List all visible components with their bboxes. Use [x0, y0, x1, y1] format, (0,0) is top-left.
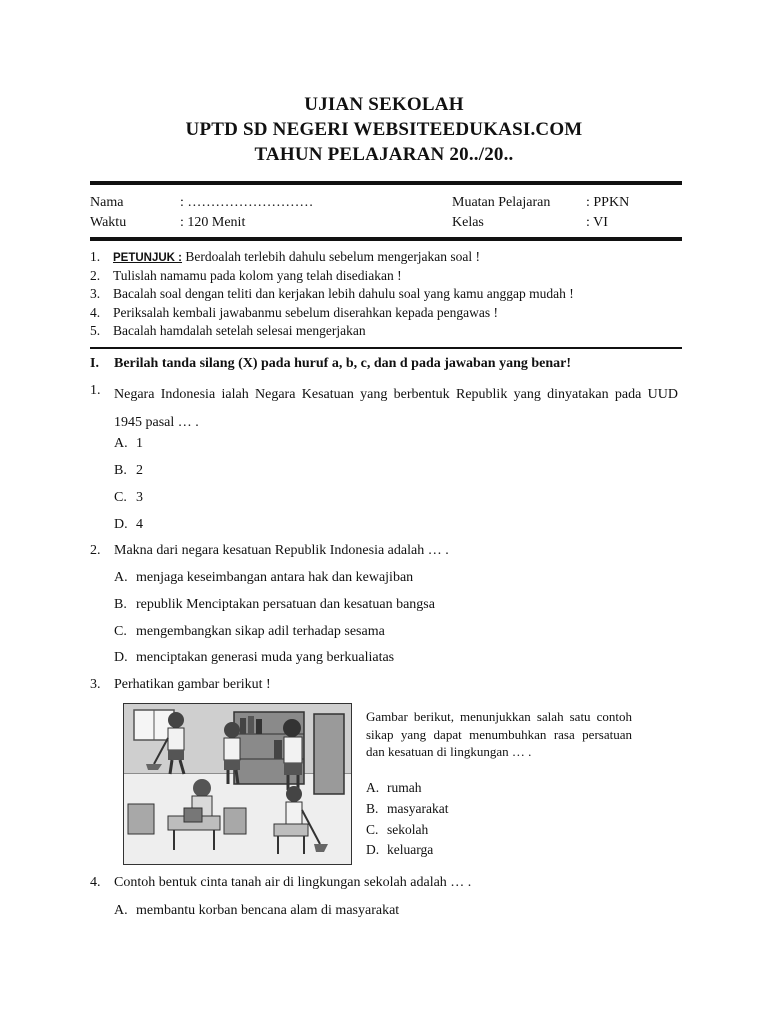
exam-title: UJIAN SEKOLAH: [304, 94, 464, 115]
school-name: UPTD SD NEGERI WEBSITEEDUKASI.COM: [185, 119, 583, 140]
question-text: Perhatikan gambar berikut !: [114, 677, 271, 692]
header-top-rule: [90, 181, 682, 185]
instruction-item: 1. PETUNJUK : Berdoalah terlebih dahulu sebelum mengerjakan soal !: [90, 249, 481, 264]
info-bottom-rule: [90, 237, 682, 241]
muatan-label: Muatan Pelajaran: [452, 195, 551, 210]
question-text: Makna dari negara kesatuan Republik Indonesia adalah … .: [114, 543, 449, 558]
question-text: Negara Indonesia ialah Negara Kesatuan yang berbentuk Republik yang dinyatakan pada UUD 1945 pasal … .: [114, 387, 678, 430]
school-year: TAHUN PELAJARAN 20../20..: [254, 144, 514, 165]
nama-label: Nama: [90, 195, 124, 210]
nama-value: : ………………………: [180, 195, 314, 210]
question-text: Contoh bentuk cinta tanah air di lingkungan sekolah adalah … .: [114, 875, 472, 890]
exam-header: [0, 92, 768, 167]
waktu-label: Waktu: [90, 215, 127, 230]
instruction-item: 3. Bacalah soal dengan teliti dan kerjakan lebih dahulu soal yang kamu anggap mudah !: [90, 286, 574, 301]
classroom-cleaning-illustration: [123, 703, 352, 865]
muatan-value: : PPKN: [586, 195, 630, 210]
instruction-item: 2. Tulislah namamu pada kolom yang telah disediakan !: [90, 267, 402, 283]
student-info: [0, 193, 768, 237]
kelas-value: : VI: [586, 215, 608, 230]
waktu-value: : 120 Menit: [180, 215, 246, 230]
instruction-item: 4. Periksalah kembali jawabanmu sebelum diserahkan kepada pengawas !: [90, 304, 498, 320]
instructions-bottom-rule: [90, 347, 682, 349]
instructions-list: [90, 248, 690, 341]
petunjuk-label: PETUNJUK :: [113, 252, 183, 264]
instruction-item: 5. Bacalah hamdalah setelah selesai mengerjakan: [90, 323, 366, 338]
kelas-label: Kelas: [452, 215, 484, 230]
question-description: Gambar berikut, menunjukkan salah satu contoh sikap yang dapat menumbuhkan rasa persatuan dan kesatuan di lingkungan … .: [366, 709, 632, 759]
